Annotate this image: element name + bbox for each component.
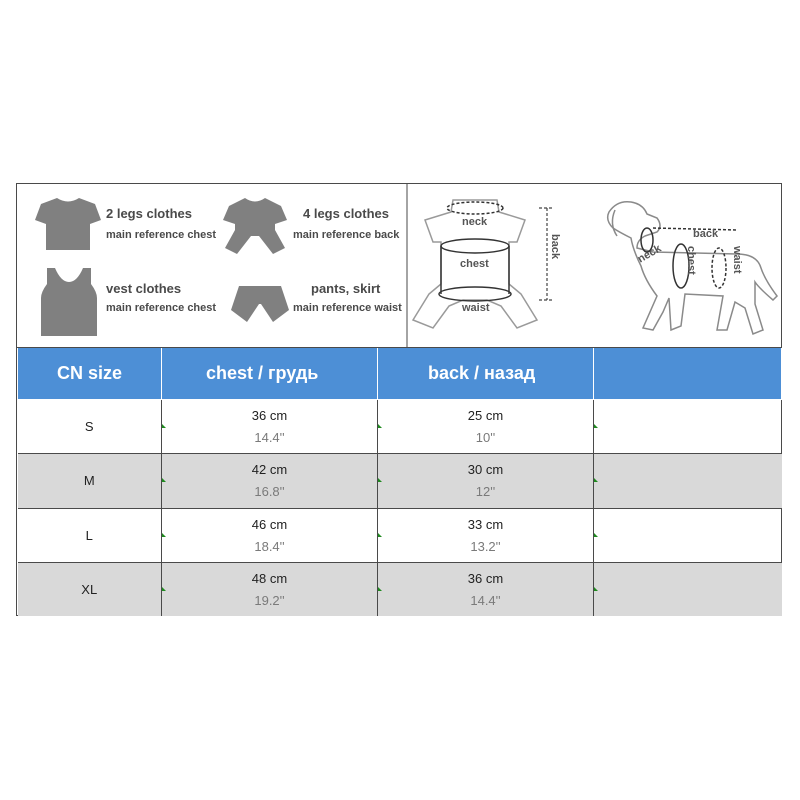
vest-icon <box>41 268 97 336</box>
chest-cm: 46 cm <box>251 516 288 532</box>
dog-neck-label: neck <box>635 242 664 266</box>
back-cell <box>378 400 594 454</box>
vest-subtitle: main reference chest <box>106 302 217 314</box>
chest-cell <box>162 508 378 562</box>
neck-label: neck <box>462 216 488 228</box>
back-cell <box>378 508 594 562</box>
pants-subtitle: main reference waist <box>293 302 402 314</box>
four-legs-subtitle: main reference back <box>293 229 400 241</box>
size-cell: M <box>18 454 162 508</box>
back-cell <box>378 454 594 508</box>
two-legs-title: 2 legs clothes <box>106 206 192 221</box>
back-label: back <box>549 234 561 260</box>
chest-cm: 36 cm <box>251 408 288 424</box>
back-cm: 25 cm <box>467 408 504 424</box>
chest-inch: 19.2'' <box>254 592 285 608</box>
table-row <box>18 508 782 562</box>
chest-inch: 16.8'' <box>254 484 285 500</box>
empty-cell <box>594 454 782 508</box>
back-inch: 12'' <box>475 484 496 500</box>
back-inch: 14.4'' <box>470 592 501 608</box>
dog-back-label: back <box>693 228 719 240</box>
tshirt-icon <box>35 198 101 250</box>
back-cm: 33 cm <box>467 516 504 532</box>
chest-inch: 18.4'' <box>254 538 285 554</box>
four-legs-shirt-icon <box>223 198 287 254</box>
empty-cell <box>594 400 782 454</box>
back-inch: 13.2'' <box>470 538 501 554</box>
table-row <box>18 562 782 616</box>
size-table <box>17 348 782 616</box>
two-legs-subtitle: main reference chest <box>106 229 217 241</box>
empty-cell <box>594 508 782 562</box>
size-cell: L <box>18 508 162 562</box>
chest-cell <box>162 400 378 454</box>
back-inch: 10'' <box>475 430 496 446</box>
size-cell: XL <box>18 562 162 616</box>
header-empty <box>594 348 782 400</box>
dog-chest-label: chest <box>685 246 697 275</box>
empty-cell <box>594 562 782 616</box>
waist-label: waist <box>462 302 490 314</box>
table-row <box>18 454 782 508</box>
header-size: CN size <box>18 348 162 400</box>
size-chart <box>16 183 782 616</box>
measurement-guide <box>17 184 781 348</box>
chest-cm: 48 cm <box>251 570 288 586</box>
header-back: back / назад <box>378 348 594 400</box>
pants-icon <box>231 286 289 322</box>
pants-title: pants, skirt <box>311 281 381 296</box>
vest-title: vest clothes <box>106 281 182 296</box>
chest-inch: 14.4'' <box>254 430 285 446</box>
dog-waist-label: waist <box>731 246 743 274</box>
size-cell: S <box>18 400 162 454</box>
chest-cell <box>162 562 378 616</box>
table-row <box>18 400 782 454</box>
back-cm: 36 cm <box>467 570 504 586</box>
table-header-row <box>18 348 782 400</box>
back-cell <box>378 562 594 616</box>
four-legs-title: 4 legs clothes <box>303 206 389 221</box>
chest-cell <box>162 454 378 508</box>
chest-label: chest <box>460 258 489 270</box>
chest-cm: 42 cm <box>251 462 288 478</box>
back-cm: 30 cm <box>467 462 504 478</box>
header-chest: chest / грудь <box>162 348 378 400</box>
